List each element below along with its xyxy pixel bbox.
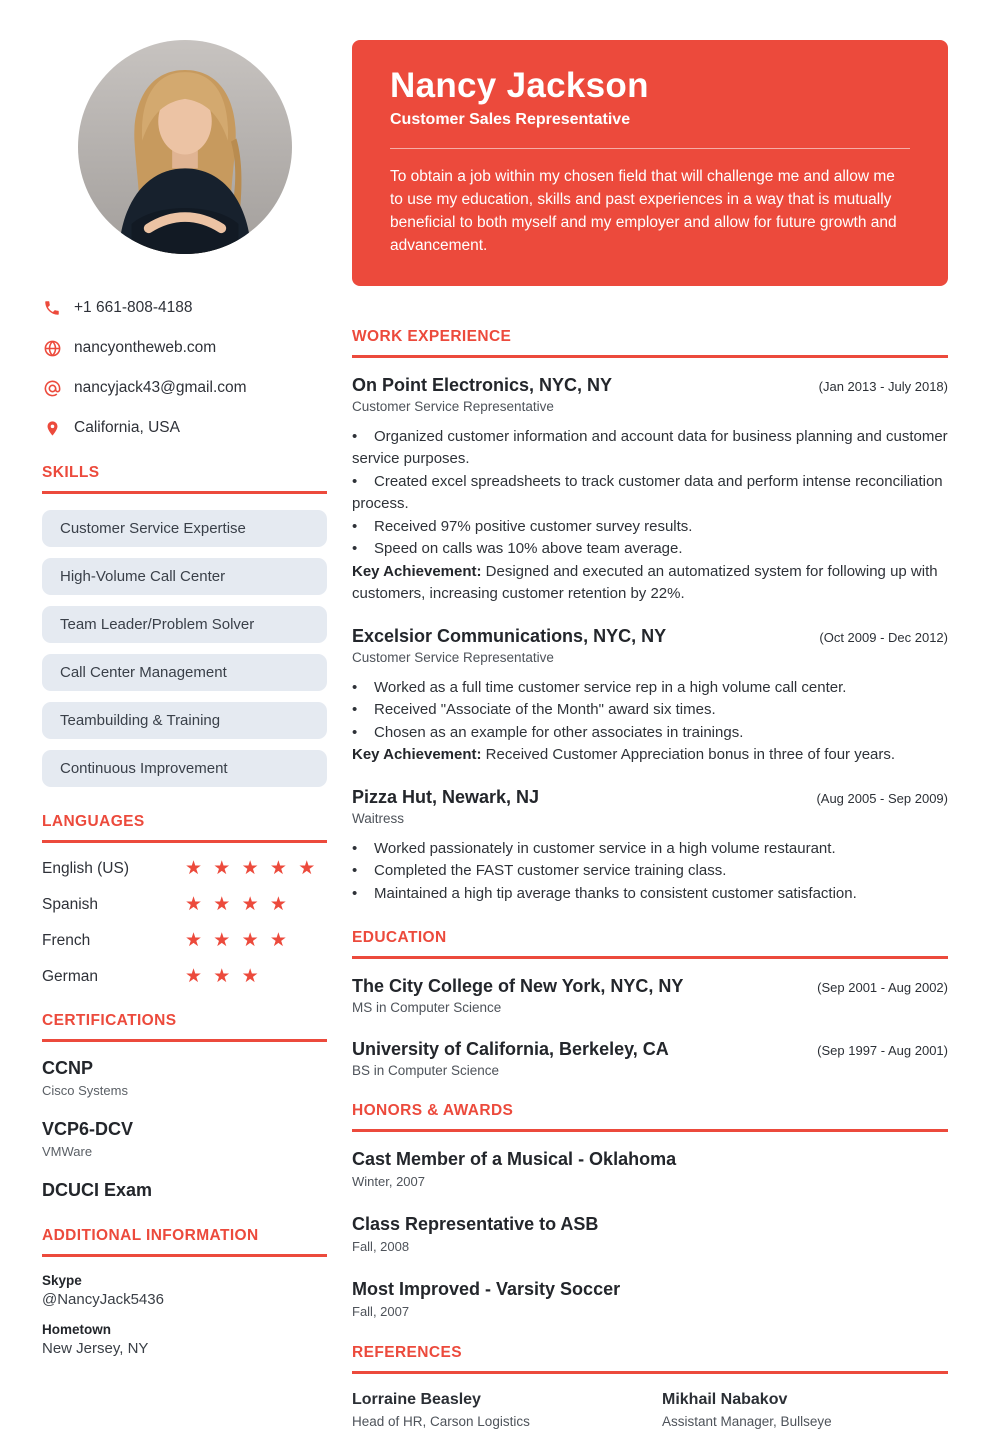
job-bullet: • Worked passionately in customer service in a high volume restaurant.	[352, 838, 948, 861]
language-rating-stars: ★ ★ ★	[185, 966, 262, 987]
language-row	[42, 931, 327, 950]
language-name: German	[42, 967, 98, 985]
profile-photo	[78, 40, 292, 254]
certification-org: VMWare	[42, 1144, 93, 1159]
job-date: (Aug 2005 - Sep 2009)	[816, 790, 948, 806]
job-company: Excelsior Communications, NYC, NY	[352, 625, 667, 646]
job-key-achievement	[352, 561, 948, 606]
additional-info-label: Hometown	[42, 1322, 111, 1337]
job-role: Customer Service Representative	[352, 398, 554, 414]
education-school: University of California, Berkeley, CA	[352, 1039, 669, 1060]
objective-text: To obtain a job within my chosen field that will challenge me and allow me to use my education, skills and past experiences in a way that is mutually beneficial to both myself and my employer and allow for future growth and advancement.	[390, 168, 897, 254]
phone-value: +1 661-808-4188	[74, 299, 193, 316]
additional-info-item	[42, 1273, 327, 1308]
language-rating-stars: ★ ★ ★ ★ ★	[185, 858, 319, 879]
job-role: Customer Service Representative	[352, 649, 554, 665]
header-divider	[390, 148, 910, 149]
honor-entry	[352, 1214, 948, 1254]
skill-pill: Customer Service Expertise	[42, 510, 327, 547]
skills-section	[42, 464, 327, 787]
certification-name: CCNP	[42, 1058, 94, 1078]
job-bullet: • Received 97% positive customer survey results.	[352, 516, 948, 539]
references-heading: REFERENCES	[352, 1344, 948, 1374]
education-entry	[352, 976, 948, 1015]
reference-entry	[662, 1391, 948, 1429]
additional-info-label: Skype	[42, 1273, 82, 1288]
certifications-section	[42, 1012, 327, 1201]
certification-item	[42, 1058, 327, 1098]
reference-entry	[352, 1391, 638, 1429]
skill-pill: Continuous Improvement	[42, 750, 327, 787]
work-experience-heading: WORK EXPERIENCE	[352, 328, 948, 358]
skill-pill: High-Volume Call Center	[42, 558, 327, 595]
job-entry	[352, 375, 948, 606]
certification-item	[42, 1180, 327, 1201]
job-bullet: • Received "Associate of the Month" award six times.	[352, 699, 948, 722]
education-entry	[352, 1039, 948, 1078]
references-section	[352, 1344, 948, 1429]
skill-pill: Team Leader/Problem Solver	[42, 606, 327, 643]
reference-name: Mikhail Nabakov	[662, 1391, 788, 1409]
job-bullet: • Worked as a full time customer service rep in a high volume call center.	[352, 677, 948, 700]
language-row	[42, 895, 327, 914]
certification-name: DCUCI Exam	[42, 1180, 153, 1200]
education-date: (Sep 1997 - Aug 2001)	[817, 1043, 948, 1059]
profile-photo-illustration	[78, 40, 292, 254]
job-company: On Point Electronics, NYC, NY	[352, 374, 613, 395]
job-role: Waitress	[352, 810, 405, 826]
languages-section	[42, 813, 327, 986]
skills-heading: SKILLS	[42, 464, 327, 494]
languages-heading: LANGUAGES	[42, 813, 327, 843]
header-banner	[352, 40, 948, 286]
reference-role: Assistant Manager, Bullseye	[662, 1414, 832, 1430]
honor-entry	[352, 1279, 948, 1319]
job-date: (Oct 2009 - Dec 2012)	[819, 629, 948, 645]
additional-info-section	[42, 1227, 327, 1357]
language-row	[42, 967, 327, 986]
location-value: California, USA	[74, 419, 180, 436]
contact-email	[42, 378, 327, 398]
certification-org: Cisco Systems	[42, 1083, 128, 1098]
reference-role: Head of HR, Carson Logistics	[352, 1414, 530, 1430]
contact-section	[42, 298, 327, 438]
email-value: nancyjack43@gmail.com	[74, 379, 247, 396]
candidate-name: Nancy Jackson	[390, 66, 649, 105]
sidebar	[42, 40, 327, 1383]
contact-phone	[42, 298, 327, 318]
additional-info-heading: ADDITIONAL INFORMATION	[42, 1227, 327, 1257]
candidate-title: Customer Sales Representative	[390, 111, 631, 128]
honor-date: Winter, 2007	[352, 1174, 425, 1190]
main-column	[352, 40, 948, 1453]
key-achievement-text: Received Customer Appreciation bonus in three of four years.	[485, 746, 896, 764]
education-date: (Sep 2001 - Aug 2002)	[817, 980, 948, 996]
skill-pill: Call Center Management	[42, 654, 327, 691]
education-degree: MS in Computer Science	[352, 1000, 502, 1016]
website-value: nancyontheweb.com	[74, 339, 217, 356]
certification-item	[42, 1119, 327, 1159]
additional-info-item	[42, 1322, 327, 1357]
education-school: The City College of New York, NYC, NY	[352, 976, 684, 997]
language-name: French	[42, 931, 91, 949]
job-bullet: • Chosen as an example for other associates in trainings.	[352, 722, 948, 745]
additional-info-value: New Jersey, NY	[42, 1340, 149, 1357]
work-experience-section	[352, 328, 948, 906]
pin-icon	[42, 418, 62, 438]
key-achievement-text: Designed and executed an automatized system for following up with customers, increasing customer retention by 22%.	[352, 562, 938, 603]
job-company: Pizza Hut, Newark, NJ	[352, 786, 540, 807]
honors-heading: HONORS & AWARDS	[352, 1102, 948, 1132]
key-achievement-label: Key Achievement:	[352, 746, 482, 764]
skill-pill: Teambuilding & Training	[42, 702, 327, 739]
honor-date: Fall, 2007	[352, 1304, 410, 1320]
honor-title: Most Improved - Varsity Soccer	[352, 1279, 621, 1300]
language-row	[42, 859, 327, 878]
reference-name: Lorraine Beasley	[352, 1391, 481, 1409]
job-bullet: • Completed the FAST customer service training class.	[352, 860, 948, 883]
contact-location	[42, 418, 327, 438]
job-key-achievement	[352, 744, 948, 767]
job-bullet: • Maintained a high tip average thanks to consistent customer satisfaction.	[352, 883, 948, 906]
job-bullet: • Organized customer information and account data for business planning and customer service purposes.	[352, 426, 948, 471]
key-achievement-label: Key Achievement:	[352, 562, 482, 580]
education-degree: BS in Computer Science	[352, 1063, 500, 1079]
certification-name: VCP6-DCV	[42, 1119, 134, 1139]
language-rating-stars: ★ ★ ★ ★	[185, 894, 290, 915]
education-section	[352, 929, 948, 1078]
language-name: Spanish	[42, 895, 99, 913]
honor-title: Class Representative to ASB	[352, 1214, 599, 1235]
phone-icon	[42, 298, 62, 318]
job-bullet: • Speed on calls was 10% above team average.	[352, 538, 948, 561]
education-heading: EDUCATION	[352, 929, 948, 959]
honor-title: Cast Member of a Musical - Oklahoma	[352, 1149, 677, 1170]
job-entry	[352, 626, 948, 767]
job-bullet: • Created excel spreadsheets to track customer data and perform intense reconciliation process.	[352, 471, 948, 516]
certifications-heading: CERTIFICATIONS	[42, 1012, 327, 1042]
job-entry	[352, 787, 948, 906]
language-rating-stars: ★ ★ ★ ★	[185, 930, 290, 951]
honor-date: Fall, 2008	[352, 1239, 410, 1255]
contact-website	[42, 338, 327, 358]
globe-icon	[42, 338, 62, 358]
additional-info-value: @NancyJack5436	[42, 1291, 164, 1308]
language-name: English (US)	[42, 859, 129, 877]
honor-entry	[352, 1149, 948, 1189]
honors-section	[352, 1102, 948, 1319]
job-date: (Jan 2013 - July 2018)	[818, 378, 948, 394]
at-icon	[42, 378, 62, 398]
